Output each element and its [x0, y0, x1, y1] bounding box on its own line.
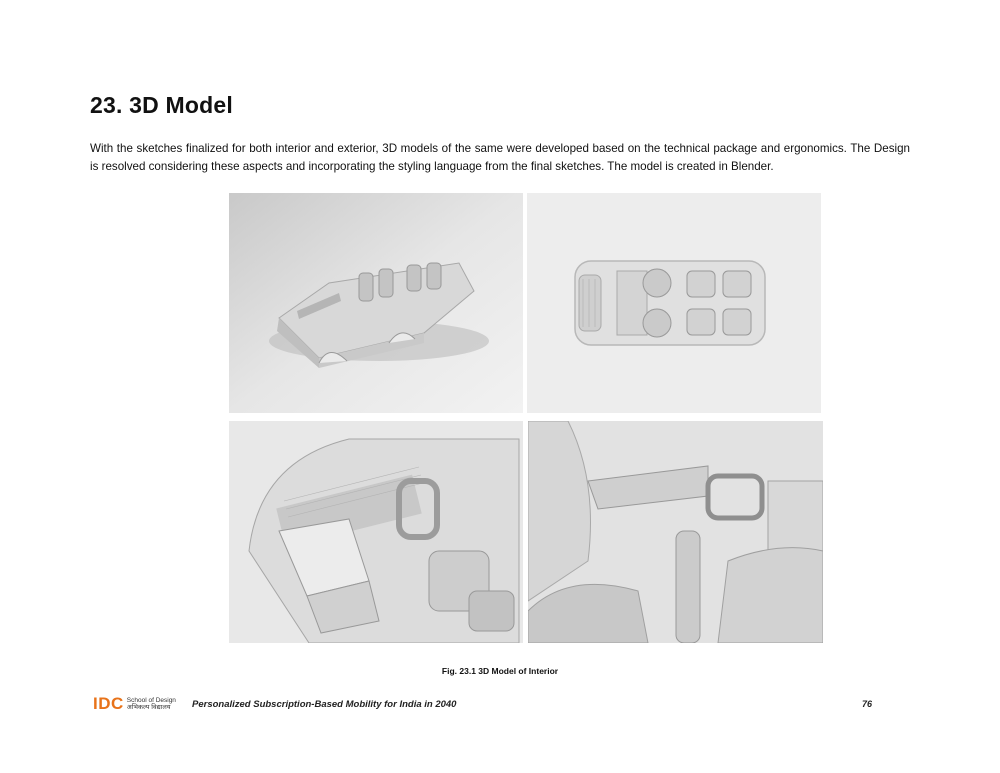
page-number: 76: [862, 699, 873, 709]
figure-caption: Fig. 23.1 3D Model of Interior: [441, 666, 559, 676]
footer-document-title: Personalized Subscription-Based Mobility for India in 2040: [192, 699, 457, 710]
body-paragraph: With the sketches finalized for both interior and exterior, 3D models of the same were developed based on the technical package and ergonomics. The Design is resolved considering these aspects and incorporating the styling language from the final sketches. The model is created in Blender.: [90, 142, 910, 173]
school-name: [127, 697, 176, 712]
render-isometric-view: [229, 193, 523, 413]
school-name-english: School of Design: [126, 696, 176, 704]
section-title: 23. 3D Model: [90, 92, 233, 118]
render-interior-dashboard: [229, 421, 523, 643]
render-interior-rear-view: [528, 421, 823, 643]
render-top-view: [527, 193, 821, 413]
school-name-hindi: अभिकल्प विद्यालय: [126, 704, 171, 711]
idc-logo-text: IDC: [93, 694, 124, 713]
idc-logo: [93, 694, 176, 714]
